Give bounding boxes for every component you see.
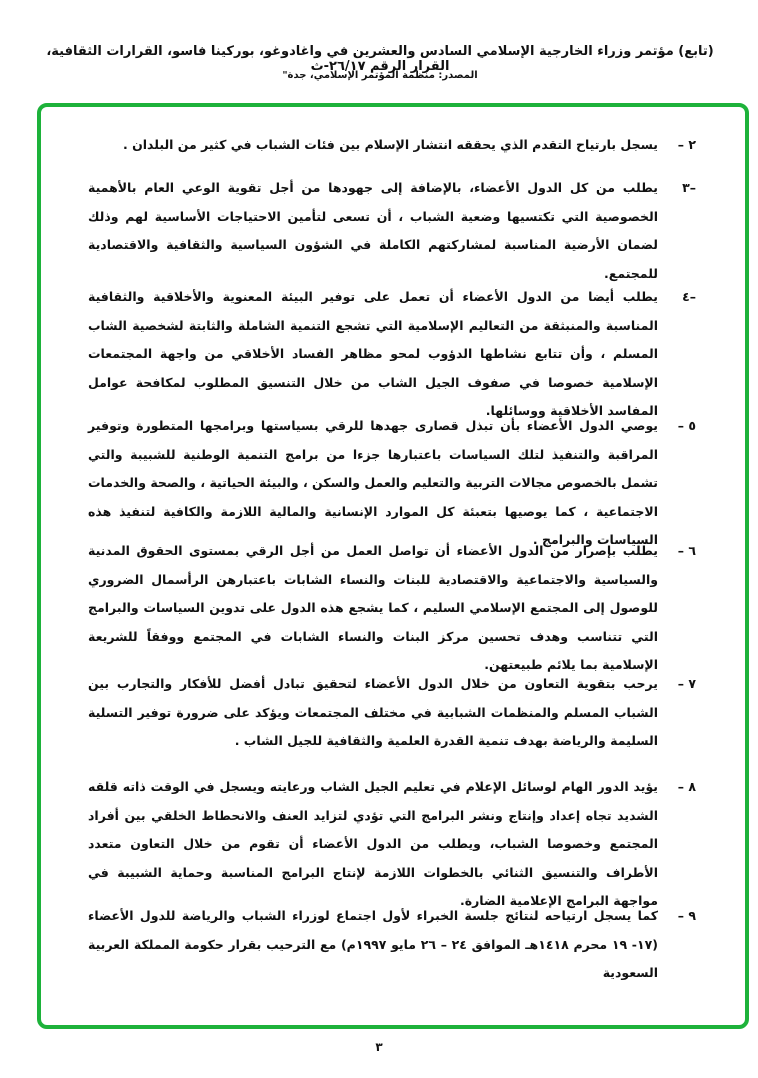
resolution-paragraph: يوصي الدول الأعضاء بأن تبذل قصارى جهدها للرقي بسياستها وبرامجها المتطورة وتوفير المراقبة والتنفيذ لتلك السياسات باعتبارها جزءا من برامج التنمية الوطنية للشبيبة والتي تشمل بالخصوص مجالات التربية والتعليم والعمل والسكن ، والبيئة الحياتية ، والصحة والخدمات الاجتماعية ، كما يوصيها بتعبئة كل الموارد الإنسانية والمالية اللازمة والكافية لتنفيذ هذه السياسات والبرامج . xyxy=(88,418,658,547)
item-number: ٦ – xyxy=(677,543,696,558)
item-number: ٧ – xyxy=(677,676,696,691)
item-number: –٣ xyxy=(682,180,696,195)
item-number: –٤ xyxy=(682,289,696,304)
item-number: ٨ – xyxy=(677,779,696,794)
resolution-paragraph: يرحب بتقوية التعاون من خلال الدول الأعضاء لتحقيق تبادل أفضل للأفكار والتجارب بين الشباب المسلم والمنظمات الشبابية في مختلف المجتمعات ويؤكد على ضرورة توفير التسلية السليمة والرياضة بهدف تنمية القدرة العلمية والثقافية للجيل الشاب . xyxy=(88,676,658,748)
document-source: المصدر: منظمة المؤتمر الإسلامي، جدة" xyxy=(282,70,478,81)
page-number: ٣ xyxy=(375,1040,383,1054)
document-header-title: (تابع) مؤتمر وزراء الخارجية الإسلامي السادس والعشرين في واغادوغو، بوركينا فاسو، القرارات الثقافية، القرار الرقم ٢٦/١٧-ث xyxy=(46,44,714,74)
item-number: ٩ – xyxy=(677,908,696,923)
resolution-paragraph: يطلب أيضا من الدول الأعضاء أن تعمل على توفير البيئة المعنوية والأخلاقية والثقافية المناسبة والمنبثقة من التعاليم الإسلامية التي تشجع التنمية الشاملة والثابتة لشخصية الشاب المسلم ، وأن تتابع نشاطها الدؤوب لمحو مظاهر الفساد الأخلاقي من واجهة المجتمعات الإسلامية خصوصا في صفوف الجيل الشاب من خلال التنسيق المطلوب لمكافحة عوامل المفاسد الأخلاقية ووسائلها. xyxy=(88,289,658,418)
resolution-paragraph: كما يسجل ارتياحه لنتائج جلسة الخبراء لأول اجتماع لوزراء الشباب والرياضة للدول الأعضاء (١٧- ١٩ محرم ١٤١٨هـ الموافق ٢٤ – ٢٦ مايو ١٩٩٧م) مع الترحيب بقرار حكومة المملكة العربية السعودية xyxy=(88,908,658,980)
item-number: ٢ – xyxy=(677,137,696,152)
resolution-paragraph: يؤيد الدور الهام لوسائل الإعلام في تعليم الجيل الشاب ورعايته ويسجل في الوقت ذاته قلقه الشديد تجاه إعداد وإنتاج ونشر البرامج التي تؤدي لتزايد العنف والانحطاط الخلقي بين أفراد المجتمع وخصوصا الشباب، ويطلب من الدول الأعضاء أن تقوم من خلال التعاون متعدد الأطراف والتنسيق الثنائي بالخطوات اللازمة لإنتاج البرامج المناسبة وحماية الشبيبة في مواجهة البرامج الإعلامية الضارة. xyxy=(88,779,658,908)
resolution-paragraph: يسجل بارتياح التقدم الذي يحققه انتشار الإسلام بين فئات الشباب في كثير من البلدان . xyxy=(122,137,658,152)
resolution-paragraph: يطلب بإصرار من الدول الأعضاء أن تواصل العمل من أجل الرقي بمستوى الحقوق المدنية والسياسية والاجتماعية والاقتصادية للبنات والنساء الشابات باعتبارهن الرأسمال الضروري للوصول إلى المجتمع الإسلامي السليم ، كما يشجع هذه الدول على تدوين السياسات والبرامج التي تتناسب وهدف تحسين مركز البنات والنساء الشابات في المجتمع ووفقاً للشريعة الإسلامية بما يلائم طبيعتهن. xyxy=(88,543,658,672)
resolution-paragraph: يطلب من كل الدول الأعضاء، بالإضافة إلى جهودها من أجل تقوية الوعي العام بالأهمية الخصوصية التي تكتسيها وضعية الشباب ، أن تسعى لتأمين الاحتياجات الأساسية لهم وذلك لضمان الأرضية المناسبة لمشاركتهم الكاملة في الشؤون السياسية والثقافية والاقتصادية للمجتمع. xyxy=(88,180,658,281)
item-number: ٥ – xyxy=(677,418,696,433)
